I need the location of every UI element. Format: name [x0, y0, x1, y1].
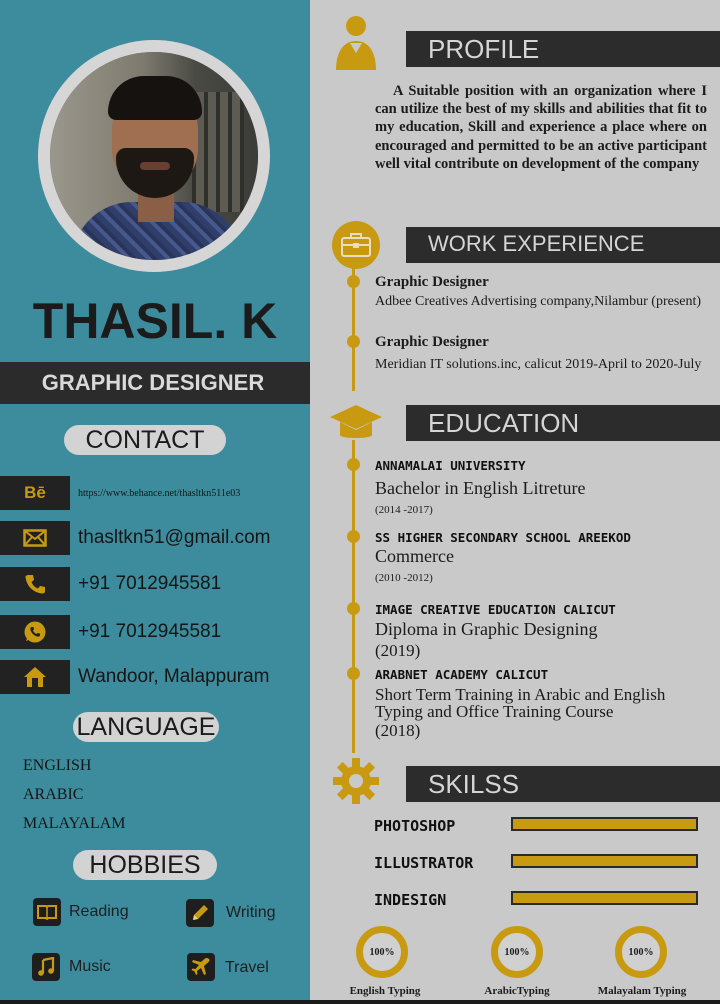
skill-ring — [356, 926, 408, 978]
skill-bar-illustrator — [511, 854, 698, 868]
education-institution: ANNAMALAI UNIVERSITY — [375, 458, 526, 473]
education-years: (2010 -2012) — [375, 572, 433, 584]
address: Wandoor, Malappuram — [78, 666, 270, 687]
education-course: Bachelor in English Litreture — [375, 478, 586, 498]
briefcase-icon — [331, 220, 381, 275]
contact-row-whatsapp — [0, 615, 310, 649]
skill-ring — [491, 926, 543, 978]
language-heading: LANGUAGE — [73, 712, 219, 742]
language-item: MALAYALAM — [23, 815, 126, 832]
education-institution: SS HIGHER SECONDARY SCHOOL AREEKOD — [375, 530, 631, 545]
skill-ring-label: English Typing — [349, 985, 421, 997]
candidate-name: THASIL. K — [32, 293, 278, 349]
education-institution: ARABNET ACADEMY CALICUT — [375, 667, 549, 682]
job-title: Graphic Designer — [375, 274, 489, 290]
phone-icon — [0, 567, 70, 601]
whatsapp-number[interactable]: +91 7012945581 — [78, 621, 222, 642]
job-title: Graphic Designer — [375, 334, 489, 350]
education-years: (2019) — [375, 641, 421, 660]
education-years: (2018) — [375, 721, 421, 740]
education-timeline — [352, 440, 355, 753]
timeline-dot — [347, 602, 360, 615]
skill-label: INDESIGN — [374, 891, 447, 909]
behance-icon: Bē — [0, 476, 70, 510]
skill-bar-fill — [513, 893, 696, 903]
skill-bar-fill — [513, 856, 696, 866]
skill-ring-value: 100% — [628, 946, 654, 958]
hobby-label: Reading — [69, 903, 129, 920]
skill-ring-label: ArabicTyping — [484, 985, 550, 997]
contact-row-behance — [0, 476, 310, 510]
job-description: Meridian IT solutions.inc, calicut 2019-April to 2020-July — [375, 357, 702, 372]
timeline-dot — [347, 530, 360, 543]
phone-number[interactable]: +91 7012945581 — [78, 573, 222, 594]
contact-row-address — [0, 660, 310, 694]
whatsapp-icon — [0, 615, 70, 649]
mail-icon — [0, 521, 70, 555]
language-item: ARABIC — [23, 786, 84, 803]
home-icon — [0, 660, 70, 694]
skill-ring — [615, 926, 667, 978]
timeline-dot — [347, 667, 360, 680]
hobby-label: Writing — [226, 904, 276, 921]
education-course: Short Term Training in Arabic and English Typing and Office Training Course — [375, 685, 666, 721]
hobby-label: Music — [69, 958, 111, 975]
pencil-icon — [186, 899, 214, 927]
hobby-label: Travel — [225, 959, 269, 976]
timeline-dot — [347, 458, 360, 471]
education-course: Diploma in Graphic Designing — [375, 619, 598, 639]
gear-icon — [332, 757, 380, 810]
graduation-cap-icon — [329, 403, 383, 448]
job-description: Adbee Creatives Advertising company,Nilambur (present) — [375, 294, 702, 309]
skill-label: ILLUSTRATOR — [374, 854, 474, 872]
behance-link[interactable]: https://www.behance.net/thasltkn511e03 — [78, 488, 241, 499]
skill-label: PHOTOSHOP — [374, 817, 456, 835]
skill-bar-photoshop — [511, 817, 698, 831]
timeline-dot — [347, 335, 360, 348]
skill-bar-indesign — [511, 891, 698, 905]
plane-icon — [187, 953, 215, 981]
work-heading: WORK EXPERIENCE — [428, 231, 645, 256]
profile-summary: A Suitable position with an organization where I can utilize the best of my skills and abilities that fit to my education, Skill and experience a place where on encouraged and permitted to be an active participant well vital contribute on development of the company — [375, 83, 707, 172]
education-institution: IMAGE CREATIVE EDUCATION CALICUT — [375, 602, 616, 617]
timeline-dot — [347, 275, 360, 288]
skill-ring-value: 100% — [504, 946, 530, 958]
hobbies-heading: HOBBIES — [73, 850, 217, 880]
contact-row-phone — [0, 567, 310, 601]
education-course: Commerce — [375, 546, 454, 566]
avatar — [50, 52, 258, 260]
skill-bar-fill — [513, 819, 696, 829]
music-icon — [32, 953, 60, 981]
skill-ring-label: Malayalam Typing — [597, 985, 687, 997]
education-heading: EDUCATION — [428, 408, 580, 438]
education-years: (2014 -2017) — [375, 504, 433, 516]
profile-heading: PROFILE — [428, 34, 540, 64]
person-icon — [334, 15, 378, 76]
contact-heading: CONTACT — [64, 425, 226, 455]
candidate-role: GRAPHIC DESIGNER — [41, 370, 265, 395]
bottom-border — [0, 1000, 720, 1004]
book-icon — [33, 898, 61, 926]
skills-heading: SKILSS — [428, 769, 520, 799]
email-link[interactable]: thasltkn51@gmail.com — [78, 527, 271, 548]
skill-ring-value: 100% — [369, 946, 395, 958]
language-item: ENGLISH — [23, 757, 92, 774]
contact-row-email — [0, 521, 310, 555]
